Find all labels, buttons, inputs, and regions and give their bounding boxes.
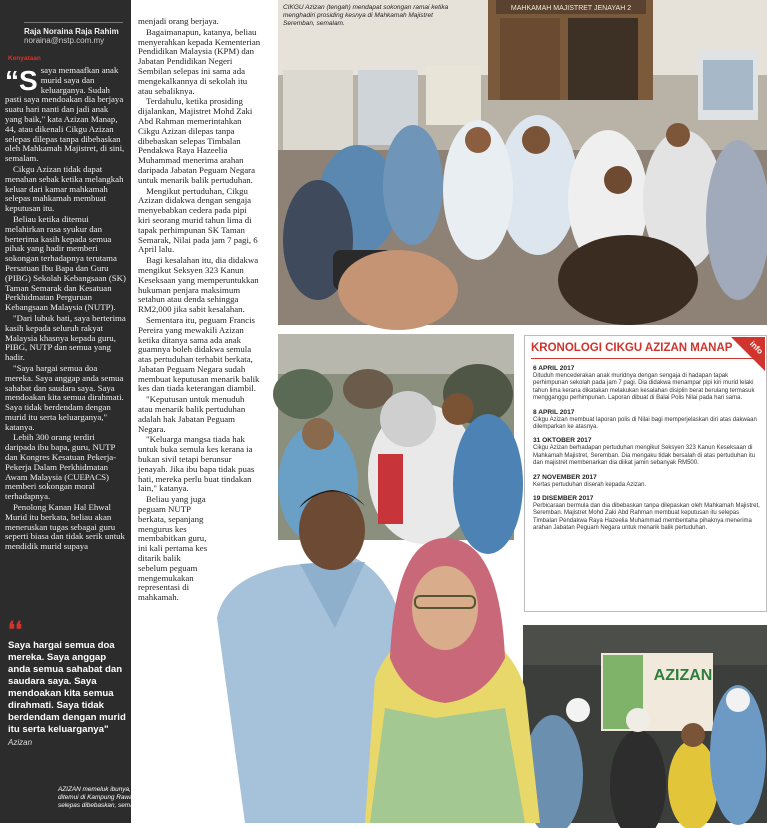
- top-photo-caption: CIKGU Azizan (tengah) mendapat sokongan ramai ketika menghadiri prosiding kesnya di Mahkamah Majistret Seremban, semalam.: [283, 4, 449, 27]
- paragraph: Terdahulu, ketika prosiding dijalankan, Majistret Mohd Zaki Abd Rahman memerintahkan Cikgu Azizan dilepas tanpa dibebaskan selepas Timbalan Pendakwa Raya Hazeelia Muhammad menerima arahan daripada Jabatan Peguam Negara untuk menarik balik pertuduhan.: [138, 96, 255, 185]
- chronology-entry: [525, 365, 766, 403]
- chronology-entry: [525, 474, 766, 489]
- byline: [24, 22, 123, 45]
- chronology-text: Dituduh mencederakan anak muridnya dengan sengaja di hadapan tapak perhimpunan sekolah pada jam 7 pagi. Dia didakwa menampar pipi kiri murid lelaki tahun lima kerana dikatakan melakukan kesalahan disiplin berat berulang termasuk mengganggu perhimpunan. Laporan dibuat di Balai Polis Nilai pada hari sama.: [533, 373, 755, 402]
- chronology-text: Cikgu Azizan membuat laporan polis di Nilai bagi memperjelaskan diri atas dakwaan dilemparkan ke atasnya.: [533, 416, 757, 431]
- paragraph: "Keluarga mangsa tiada hak untuk buka semula kes kerana ia bukan sivil tetapi berunsur jenayah. Jika ibu bapa tidak puas hati, mereka perlu buat tindakan lain," katanya.: [138, 434, 255, 494]
- section-label: Kenyataan: [8, 55, 41, 62]
- bottom-photo-caption: AZIZAN memeluk ibunya, Rohani Yassin ketika ditemui di Kampung Rawa Hilir, Lenggeng, Nilai selepas dibebaskan, semalam.: [58, 786, 193, 809]
- chronology-date: 27 NOVEMBER 2017: [533, 473, 597, 481]
- left-column: [0, 0, 131, 823]
- chronology-entry: [525, 437, 766, 467]
- divider: [531, 358, 760, 359]
- chronology-text: Kertas pertuduhan diserah kepada Azizan.: [533, 481, 647, 488]
- paragraph: Beliau ketika ditemui melahirkan rasa syukur dan berterima kasih kepada semua pihak yang hadir memberi sokongan terhadapnya terutama Persatuan Ibu Bapa dan Guru (PIBG) Sekolah Kebangsaan (SK) Taman Semarak dan Kesatuan Perkhidmatan Perguruan Kebangsaan Malaysia (NUTP).: [5, 213, 126, 313]
- paragraph: "Keputusan untuk menuduh atau menarik balik pertuduhan adalah hak Jabatan Peguam Negara.: [138, 394, 246, 434]
- pull-quote-text: Saya hargai semua doa mereka. Saya anggap anda semua sahabat dan saudara saya. Saya mendoakan kita semua dirahmati. Saya tidak berdendam dengan murid itu serta keluarganya": [8, 640, 126, 735]
- pull-quote: [8, 617, 126, 747]
- court-crowd-photo: [278, 0, 767, 325]
- paragraph: Beliau yang juga peguam NUTP berkata, sepanjang mengurus kes membabitkan guru, ini kali pertama kes ditarik balik sebelum peguam mengemukakan representasi di mahkamah.: [138, 494, 208, 603]
- chronology-date: 31 OKTOBER 2017: [533, 437, 592, 445]
- chronology-entry: [525, 409, 766, 432]
- left-article-body: [5, 66, 126, 552]
- paragraph: "Dari lubuk hati, saya berterima kasih kepada seluruh rakyat Malaysia khasnya kepada guru, PIBG, NUTP dan semua yang hadir.: [5, 312, 126, 363]
- paragraph: Penolong Kanan Hal Ehwal Murid itu berkata, beliau akan meneruskan tugas sebagai guru seperti biasa dan tidak serik untuk mendidik murid supaya: [5, 502, 125, 552]
- pull-quote-attribution: Azizan: [8, 738, 33, 747]
- quote-mark-icon: ❛❛: [8, 617, 23, 642]
- byline-name: Raja Noraina Raja Rahim: [24, 27, 119, 36]
- chronology-box: [524, 335, 767, 612]
- paragraph: "Saya hargai semua doa mereka. Saya anggap anda semua sahabat dan saudara saya. Saya mendoakan kita semua dirahmati. Saya tidak berdendam dengan murid itu serta keluarganya," katanya.: [5, 362, 124, 432]
- paragraph: Lebih 300 orang terdiri daripada ibu bapa, guru, NUTP dan Kongres Kesatuan Pekerja-Pekerja Dalam Perkhidmatan Awam Malaysia (CUEPACS) memberi sokongan moral terhadapnya.: [5, 432, 117, 502]
- chronology-date: 8 APRIL 2017: [533, 408, 575, 416]
- chronology-text: Perbicaraan bermula dan dia dibebaskan tanpa dilepaskan oleh Mahkamah Majistret, Seremban. Majistret Mohd Zaki Abd Rahman membuat keputusan itu selepas Timbalan Pendakwa Raya Hazeelia Muhammad membentaha pihaknya menerima arahan Jabatan Peguam Negara untuk menarik balik pertuduhan.: [533, 503, 760, 532]
- court-sign: MAHKAMAH MAJISTRET JENAYAH 2: [510, 5, 632, 12]
- banner-text: AZIZAN: [653, 667, 713, 684]
- paragraph: Sementara itu, peguam Francis Pereira yang mewakili Azizan ketika ditanya sama ada anak guamnya boleh didakwa semula atas pertuduhan terhabit berkata, Jabatan Peguam Negara sudah membuat keputusan menarik balik kes dan tiada keterangan diambil.: [138, 314, 260, 394]
- supporters-photo: [523, 625, 767, 823]
- paragraph: Cikgu Azizan tidak dapat menahan sebak ketika melangkah keluar dari kamar mahkamah selepas mahkamah membuat keputusan itu.: [5, 163, 124, 214]
- paragraph: “Ssaya memaafkan anak murid saya dan keluarganya. Sudah pasti saya mendoakan dia berjaya suatu hari nanti dan jadi anak yang baik," kata Azizan Manap, 44, atau dikenali Cikgu Azizan selepas dilepas tanpa dibebaskan oleh Mahkamah Majistret, di sini, semalam.: [5, 65, 125, 164]
- chronology-entry: [525, 495, 766, 533]
- byline-email: noraina@nstp.com.my: [24, 36, 105, 45]
- paragraph: Bagaimanapun, katanya, beliau menyerahkan kepada Kementerian Pendidikan Malaysia (KPM) dan Jabatan Pendidikan Negeri Sembilan selepas ini sama ada mengekalkannya di sekolah itu atau sebaliknya.: [138, 26, 261, 96]
- chronology-text: Cikgu Azizan berhadapan pertuduhan mengikut Seksyen 323 Kanun Keseksaan di Mahkamah Majistret, Seremban. Dia mengaku tidak bersalah di atas pertuduhan itu dan majistret membenarkan dia diikat jamin sebanyak RM500.: [533, 445, 756, 467]
- paragraph: Mengikut pertuduhan, Cikgu Azizan didakwa dengan sengaja menyebabkan cedera pada pipi kiri seorang murid tahun lima di tapak perhimpunan SK Taman Semarak, Nilai pada jam 7 pagi, 6 April lalu.: [138, 185, 258, 255]
- dropcap: “S: [5, 65, 38, 96]
- paragraph: Bagi kesalahan itu, dia didakwa mengikut Seksyen 323 Kanun Keseksaan yang memperuntukkan hukuman penjara maksimum setahun atau denda sehingga RM2,000 jika sabit kesalahan.: [138, 255, 259, 315]
- chronology-title: KRONOLOGI CIKGU AZIZAN MANAP: [531, 342, 733, 354]
- chronology-date: 6 APRIL 2017: [533, 365, 575, 372]
- info-badge-label: info: [747, 339, 765, 357]
- paragraph: menjadi orang berjaya.: [138, 16, 219, 26]
- info-badge-icon: [731, 337, 765, 371]
- chronology-date: 19 DISEMBER 2017: [533, 495, 594, 503]
